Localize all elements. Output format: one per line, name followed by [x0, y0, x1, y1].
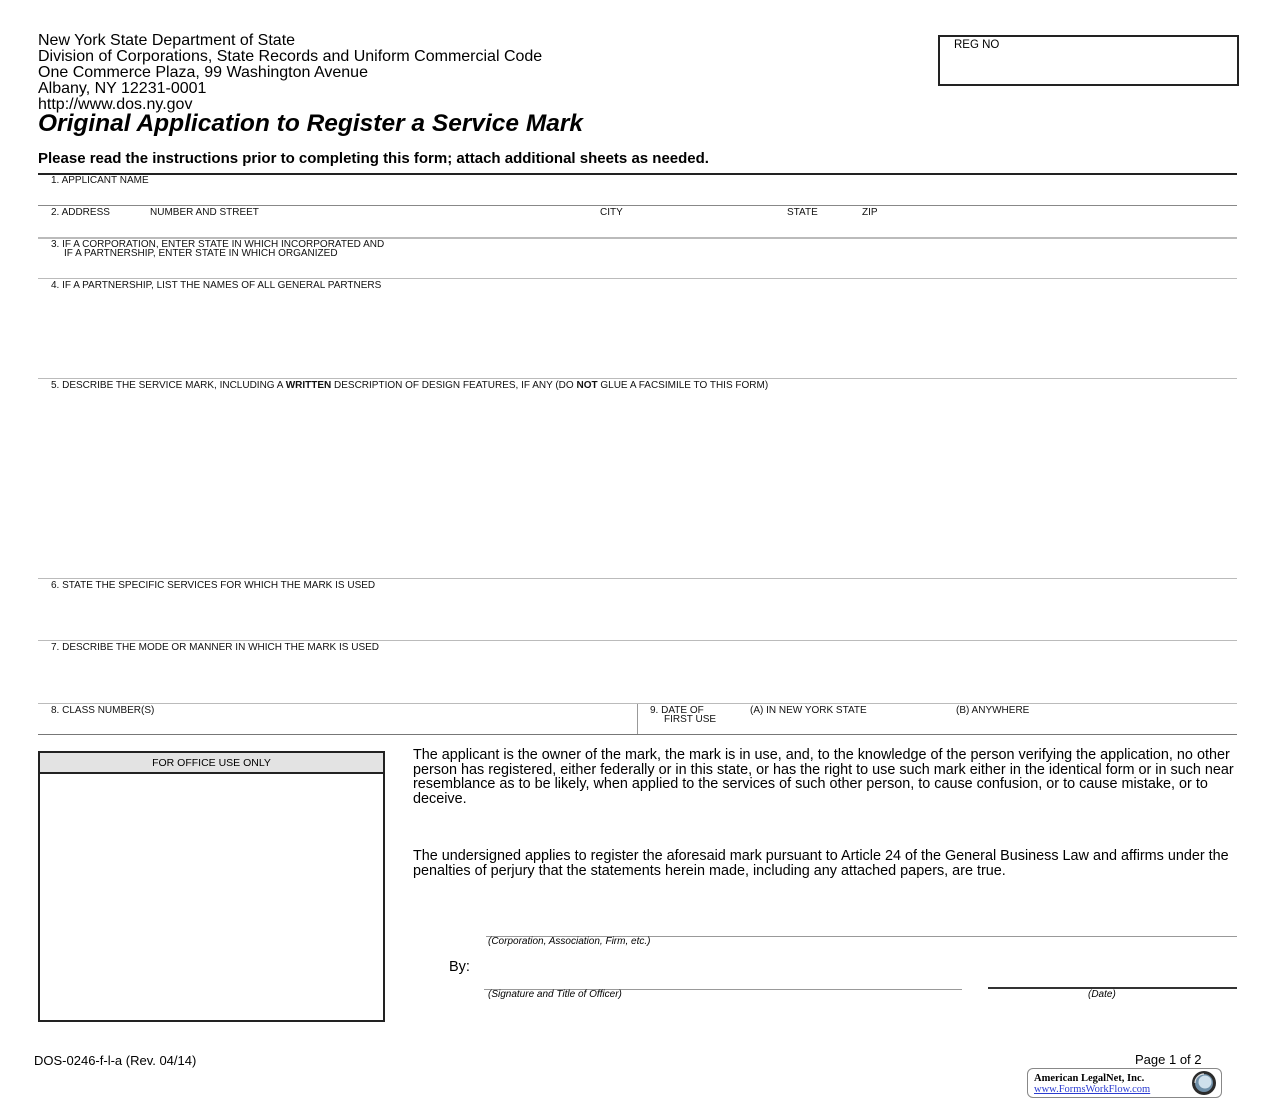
zip-input[interactable]	[860, 219, 1234, 237]
form-instructions: Please read the instructions prior to completing this form; attach additional sheets as needed.	[38, 150, 709, 167]
state-label: STATE	[787, 207, 818, 218]
by-label: By:	[449, 959, 470, 975]
zip-label: ZIP	[862, 207, 878, 218]
state-input[interactable]	[785, 219, 859, 237]
divider	[38, 173, 1237, 175]
first-use-ny-input[interactable]	[748, 716, 952, 732]
label-emphasis-not: NOT	[576, 380, 598, 391]
first-use-anywhere-label: (B) ANYWHERE	[956, 705, 1030, 716]
affirmation-statement: The undersigned applies to register the aforesaid mark pursuant to Article 24 of the General Business Law and affirms under the penalties of perjury that the statements herein made, including any attached papers, are true.	[413, 848, 1229, 879]
city-input[interactable]	[598, 219, 782, 237]
reg-no-box[interactable]	[938, 35, 1239, 86]
office-use-header: FOR OFFICE USE ONLY	[40, 753, 383, 774]
page-number: Page 1 of 2	[1135, 1052, 1202, 1067]
first-use-anywhere-input[interactable]	[954, 716, 1234, 732]
street-address: One Commerce Plaza, 99 Washington Avenue	[38, 64, 368, 81]
date-caption: (Date)	[1088, 989, 1116, 1000]
partners-input[interactable]	[50, 293, 1234, 377]
mark-description-input[interactable]	[50, 393, 1234, 577]
publisher-logo-icon	[1191, 1070, 1217, 1096]
label-emphasis-written: WRITTEN	[285, 380, 332, 391]
mode-of-use-label: 7. DESCRIBE THE MODE OR MANNER IN WHICH THE MARK IS USED	[51, 642, 380, 653]
incorporation-label-line2: IF A PARTNERSHIP, ENTER STATE IN WHICH ORGANIZED	[64, 248, 338, 259]
publisher-badge[interactable]	[1027, 1068, 1222, 1098]
reg-no-label: REG NO	[954, 39, 1000, 51]
services-label: 6. STATE THE SPECIFIC SERVICES FOR WHICH THE MARK IS USED	[51, 580, 376, 591]
applicant-name-input[interactable]	[50, 187, 1234, 205]
class-number-input[interactable]	[50, 717, 629, 733]
first-use-label-line2: FIRST USE	[664, 714, 717, 725]
class-number-label: 8. CLASS NUMBER(S)	[51, 705, 155, 716]
form-title: Original Application to Register a Service Mark	[38, 110, 584, 137]
form-id: DOS-0246-f-l-a (Rev. 04/14)	[34, 1053, 197, 1068]
applicant-name-label: 1. APPLICANT NAME	[51, 175, 149, 186]
address-label: 2. ADDRESS	[51, 207, 110, 218]
divider	[38, 205, 1237, 206]
divider	[38, 734, 1237, 735]
officer-caption: (Signature and Title of Officer)	[488, 989, 622, 1000]
divider	[38, 378, 1237, 379]
mark-description-label	[51, 381, 768, 390]
label-part: 5. DESCRIBE THE SERVICE MARK, INCLUDING A	[51, 380, 286, 391]
division-name: Division of Corporations, State Records and Uniform Commercial Code	[38, 48, 543, 65]
corporation-name-input[interactable]	[486, 918, 1240, 936]
partners-label: 4. IF A PARTNERSHIP, LIST THE NAMES OF ALL GENERAL PARTNERS	[51, 280, 382, 291]
street-input[interactable]	[50, 219, 594, 237]
office-use-box	[38, 751, 385, 1022]
label-part: DESCRIPTION OF DESIGN FEATURES, IF ANY (DO	[331, 380, 577, 391]
signature-input[interactable]	[484, 971, 964, 989]
divider	[38, 578, 1237, 579]
divider	[38, 640, 1237, 641]
city-label: CITY	[600, 207, 623, 218]
incorporation-state-input[interactable]	[50, 259, 1234, 277]
corporation-caption: (Corporation, Association, Firm, etc.)	[488, 936, 651, 947]
services-input[interactable]	[50, 593, 1234, 639]
divider	[637, 704, 638, 734]
publisher-name: American LegalNet, Inc.	[1034, 1073, 1145, 1084]
publisher-link[interactable]: www.FormsWorkFlow.com	[1034, 1084, 1151, 1095]
street-label: NUMBER AND STREET	[150, 207, 259, 218]
mode-of-use-input[interactable]	[50, 655, 1234, 701]
label-part: GLUE A FACSIMILE TO THIS FORM)	[597, 380, 769, 391]
agency-name: New York State Department of State	[38, 32, 296, 49]
city-address: Albany, NY 12231-0001	[38, 80, 207, 97]
first-use-ny-label: (A) IN NEW YORK STATE	[750, 705, 867, 716]
first-use-label-line1: 9. DATE OF	[650, 705, 704, 716]
divider	[38, 278, 1237, 279]
ownership-statement: The applicant is the owner of the mark, the mark is in use, and, to the knowledge of the person verifying the application, no other person has registered, either federally or in this state, or has the right to use such mark either in the identical form or in such near resemblance as to be likely, when applied to the services of such other person, to cause confusion, or to cause mistake, or to deceive.	[413, 747, 1234, 807]
website-link[interactable]: http://www.dos.ny.gov	[38, 96, 193, 113]
incorporation-label-line1: 3. IF A CORPORATION, ENTER STATE IN WHICH INCORPORATED AND	[51, 239, 385, 250]
